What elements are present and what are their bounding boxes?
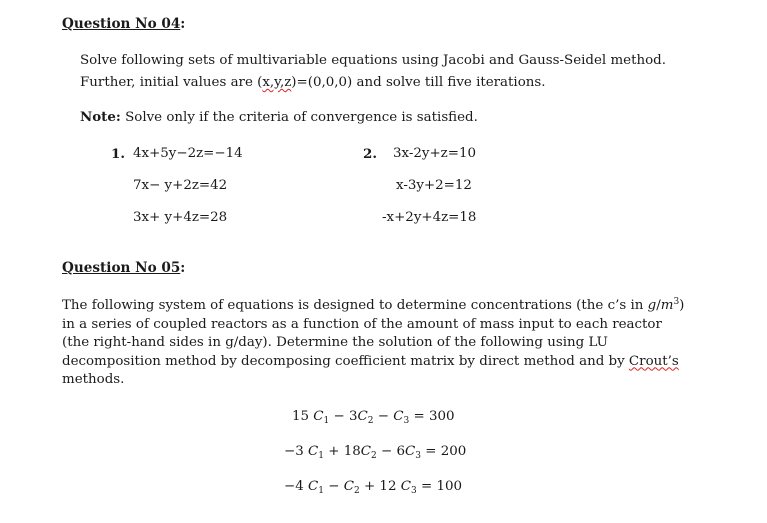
crout-word: Crout’s	[628, 353, 679, 369]
set-2-eq-3: -x+2y+4z=18	[382, 210, 477, 225]
set-2-eq-2: x-3y+2=12	[396, 178, 472, 193]
set-1-eq-1: 4x+5y−2z=−14	[133, 146, 243, 161]
set-1-eq-2: 7x− y+2z=42	[133, 178, 228, 193]
set-1-eq-3: 3x+ y+4z=28	[133, 210, 228, 225]
q4-instruction-line-2: Further, initial values are (x,y,z)=(0,0,0) and solve till five iterations.	[80, 75, 546, 90]
q4-instruction-line-1: Solve following sets of multivariable equations using Jacobi and Gauss-Seidel method.	[80, 53, 666, 68]
note-label: Note:	[80, 109, 121, 125]
set-2-number: 2.	[363, 146, 377, 162]
question-5-heading: Question No 05:	[62, 260, 186, 276]
initial-vars: x,y,z	[262, 75, 292, 90]
q5-equation-2: −3 $C_1 + 18C_2 - 6C_3 = 200$	[284, 444, 467, 461]
unit-g-per-m3: $g/m^3$	[647, 297, 680, 313]
set-2-eq-1: 3x-2y+z=10	[393, 146, 476, 161]
question-4-heading: Question No 04:	[62, 16, 186, 32]
q5-equation-1: 15 $C_1 - 3C_2 - C_3 = 300$	[292, 409, 455, 426]
q4-note: Note: Solve only if the criteria of convergence is satisfied.	[80, 109, 478, 125]
q5-paragraph: The following system of equations is designed to determine concentrations (the c’s in $g/m^3$) in a series of coupled reactors as a function of the amount of mass input to each reactor (the right-hand sides in g/day). Determine the solution of the following using LU decomposition method by decomposing coefficient matrix by direct method and by Crout’s methods.	[62, 297, 685, 387]
q5-equation-3: −4 $C_1 - C_2 + 12$ $C_3 = 100$	[284, 479, 463, 496]
set-1-number: 1.	[111, 146, 125, 162]
